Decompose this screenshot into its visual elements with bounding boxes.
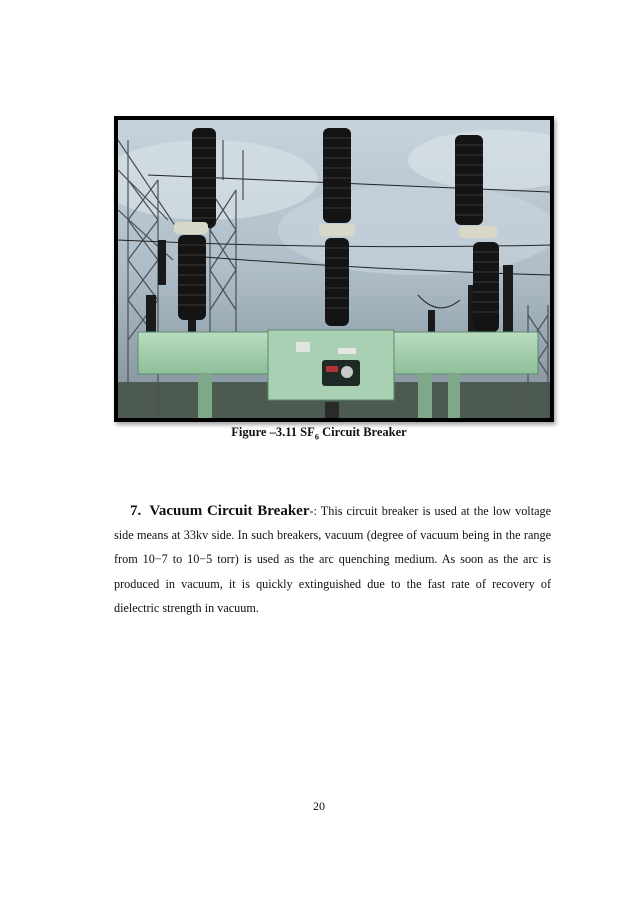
caption-prefix: Figure –3.11 SF (231, 425, 315, 439)
caption-suffix: Circuit Breaker (319, 425, 407, 439)
caption-subscript: 6 (314, 431, 319, 442)
vacuum-circuit-breaker-paragraph (114, 499, 551, 620)
section-number: 7. (130, 503, 142, 519)
page-number: 20 (313, 799, 325, 813)
section-heading-suffix: - (309, 504, 314, 518)
section-heading: Vacuum Circuit Breaker (149, 503, 310, 519)
section-body: : This circuit breaker is used at the low voltage side means at 33kv side. In such breakers, vacuum (degree of vacuum being in the range from 10−7 to 10−5 torr) is used as the arc quenching medium. As soon as the arc is produced in vacuum, it is quickly extinguished due to the fast rate of recovery of dielectric strength in vacuum. (114, 504, 551, 615)
figure-photo (114, 116, 554, 422)
sf6-circuit-breaker-photo (118, 120, 550, 418)
figure-caption (0, 425, 638, 442)
